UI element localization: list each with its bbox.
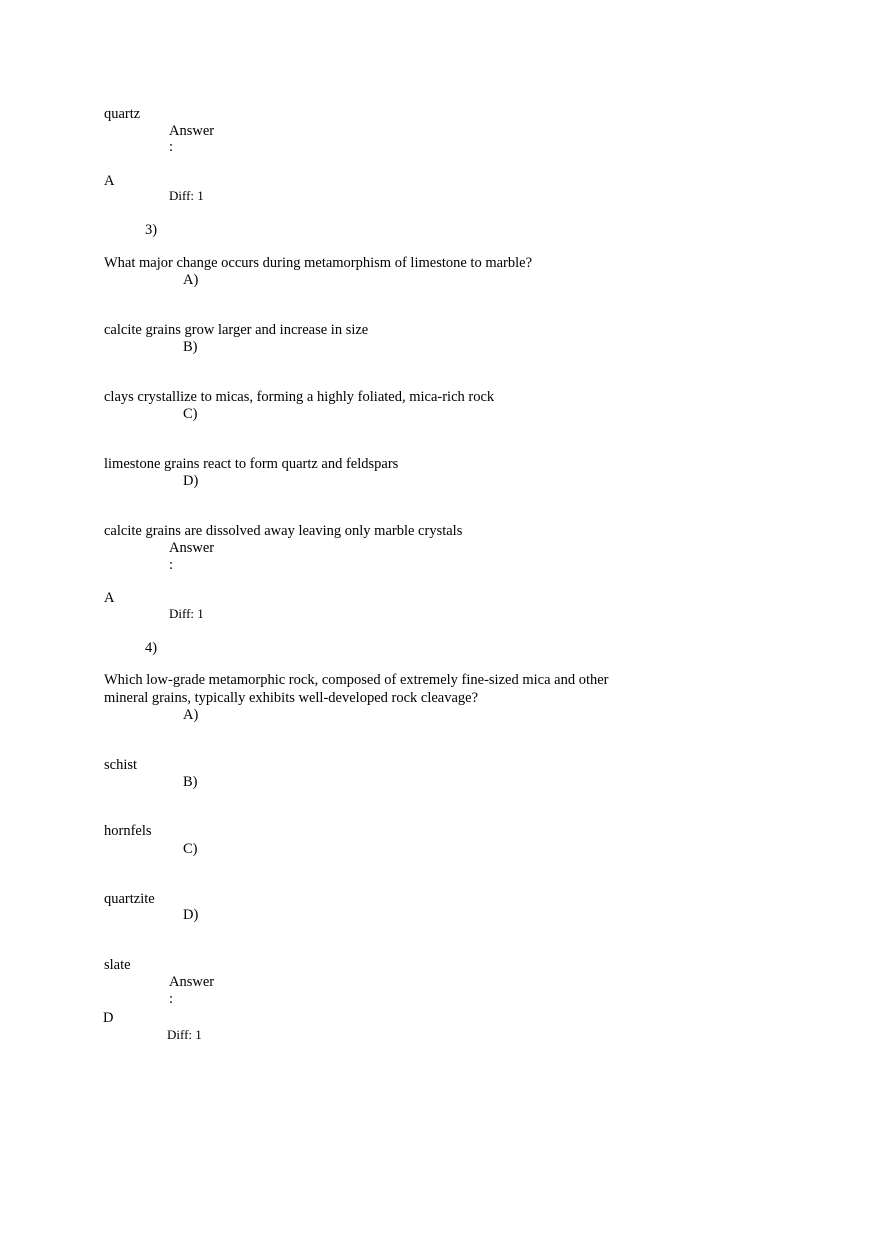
q3-option-c-text: limestone grains react to form quartz and feldspars [104,456,399,472]
q4-question-text: Which low-grade metamorphic rock, composed of extremely fine-sized mica and other mineral grains, typically exhibits well-developed rock cleavage? [104,672,609,706]
q3-difficulty: Diff: 1 [169,606,204,621]
q4-answer-value: D [103,1010,114,1026]
q3-option-d-letter: D) [183,473,199,489]
q4-option-c-letter: C) [183,841,198,857]
q3-question-text: What major change occurs during metamorphism of limestone to marble? [104,255,533,271]
q3-option-c-letter: C) [183,406,198,422]
q4-option-b-text: hornfels [104,823,152,839]
q2-difficulty: Diff: 1 [169,188,204,203]
q2-answer-label: Answer [169,123,215,139]
q4-difficulty: Diff: 1 [167,1027,202,1042]
q3-answer-colon: : [169,557,174,573]
q4-option-d-letter: D) [183,907,199,923]
q4-option-b-letter: B) [183,774,198,790]
q3-option-b-text: clays crystallize to micas, forming a highly foliated, mica-rich rock [104,389,495,405]
q4-option-c-text: quartzite [104,891,155,907]
q4-option-a-letter: A) [183,707,199,723]
q3-answer-value: A [104,590,115,606]
q3-option-a-text: calcite grains grow larger and increase in size [104,322,369,338]
q3-answer-label: Answer [169,540,215,556]
q2-answer-colon: : [169,139,174,155]
q2-option-d-text: quartz [104,106,141,122]
q4-answer-colon: : [169,991,174,1007]
q4-number: 4) [145,640,158,656]
q4-option-d-text: slate [104,957,131,973]
q3-option-d-text: calcite grains are dissolved away leaving only marble crystals [104,523,463,539]
q4-answer-label: Answer [169,974,215,990]
q3-option-a-letter: A) [183,272,199,288]
q3-number: 3) [145,222,158,238]
q2-answer-value: A [104,173,115,189]
q3-option-b-letter: B) [183,339,198,355]
q4-option-a-text: schist [104,757,138,773]
